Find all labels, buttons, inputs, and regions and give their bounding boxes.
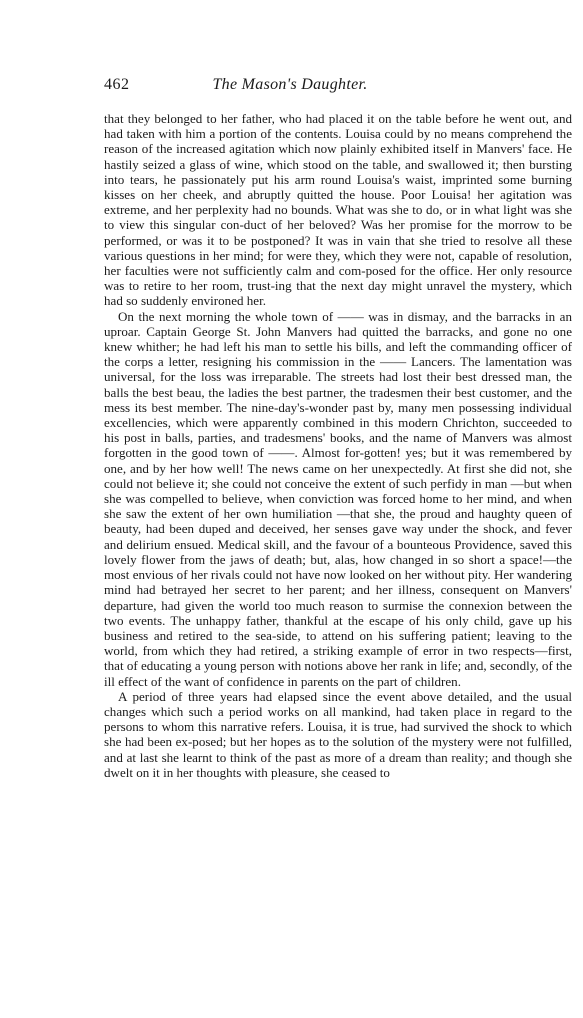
page-header: [104, 76, 476, 98]
paragraph-three-years: A period of three years had elapsed since the event above detailed, and the usual changes which such a period works on all mankind, had taken place in regard to the persons to whom this narrative refers. Louisa, it is true, had survived the shock to which she had been ex-posed; but her hopes as to the solution of the mystery were not fulfilled, and at last she learnt to think of the past as more of a dream than reality; and though she dwelt on it in her thoughts with pleasure, she ceased to: [104, 688, 572, 780]
running-title: The Mason's Daughter.: [212, 76, 368, 93]
paragraph-continued: that they belonged to her father, who had placed it on the table before he went out, and had taken with him a portion of the contents. Louisa could by no means comprehend the reason of the increased agitation which now plainly exhibited itself in Manvers' face. He hastily seized a glass of wine, which stood on the table, and swallowed it; then bursting into tears, he passionately put his arm round Louisa's waist, imprinted some burning kisses on her cheek, and abruptly quitted the house. Poor Louisa! her agitation was extreme, and her perplexity had no bounds. What was she to do, or in what light was she to view this singular con-duct of her beloved? Was her promise for the morrow to be performed, or was it to be postponed? It was in vain that she tried to resolve all these various questions in her mind; for were they, which they were not, capable of resolution, her faculties were not sufficiently calm and com-posed for the office. Her only resource was to retire to her room, trust-ing that the next day might unravel the mystery, which had so suddenly environed her.: [104, 111, 572, 309]
paragraph-next-morning: On the next morning the whole town of —— was in dismay, and the barracks in an uproar. Captain George St. John Manvers had quitted the barracks, and gone no one knew whither; he had left his man to settle his bills, and left the commanding officer of the corps a letter, resigning his commission in the —— Lancers. The lamentation was universal, for the loss was irreparable. The streets had lost their best dressed man, the balls the best beau, the ladies the best partner, the tradesmen their best customer, and the mess its best member. The nine-day's-wonder past by, many men possessing individual excellencies, which were apparently combined in this modern Chrichton, succeeded to his post in balls, parties, and tradesmens' books, and the name of Manvers was almost forgotten in the good town of ——. Almost for-gotten! yes; but it was remembered by one, and by her how well! The news came on her unexpectedly. At first she did not, she could not believe it; she could not conceive the extent of such perfidy in man —but when she was compelled to believe, when conviction was forced home to her mind, and when she saw the extent of her own humiliation —that she, the proud and haughty queen of beauty, had been duped and deceived, her senses gave way under the shock, and fever and delirium ensued. Medical skill, and the favour of a bounteous Providence, saved this lovely flower from the jaws of death; but, alas, how changed in so short a space!—the most envious of her rivals could not have now looked on her without pity. Her wandering mind had betrayed her secret to her parent; and her illness, consequent on Manvers' departure, had given the world too much reason to surmise the connexion between the two events. The unhappy father, thankful at the escape of his only child, gave up his business and retired to the sea-side, to attend on his suffering patient; leaving to the world, from which they had retired, a striking example of error in two respects—first, that of educating a young person with notions above her rank in life; and, secondly, of the ill effect of the want of confidence in parents on the part of children.: [104, 308, 572, 689]
page-number: 462: [104, 76, 130, 93]
body-text: [104, 111, 572, 780]
